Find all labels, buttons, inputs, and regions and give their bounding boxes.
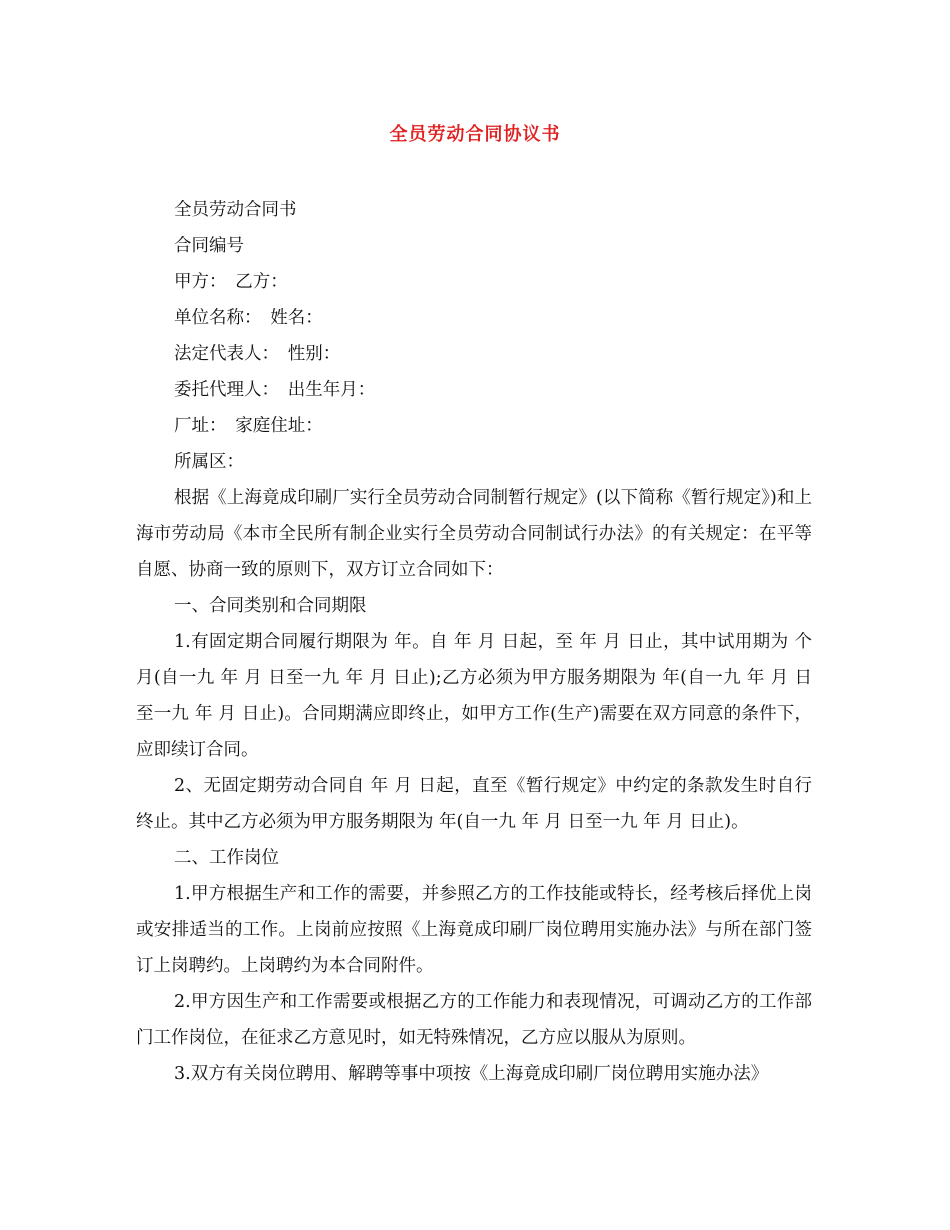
header-line-contract-number: 合同编号: [174, 236, 244, 256]
section-heading-job-position: 二、工作岗位: [174, 848, 279, 868]
header-line-parties: 甲方： 乙方：: [174, 272, 288, 292]
header-line-agent: 委托代理人： 出生年月：: [174, 380, 376, 400]
header-line-contract-book: 全员劳动合同书: [174, 200, 297, 220]
document-body: [136, 192, 812, 1092]
paragraph-open-term: 2、无固定期劳动合同自 年 月 日起，直至《暂行规定》中约定的条款发生时自行终止。其中乙方必须为甲方服务期限为 年(自一九 年 月 日至一九 年 月 日止)。: [136, 776, 812, 832]
header-line-legal-representative: 法定代表人： 性别：: [174, 344, 341, 364]
paragraph-preamble: 根据《上海竟成印刷厂实行全员劳动合同制暂行规定》(以下简称《暂行规定》)和上海市劳动局《本市全民所有制企业实行全员劳动合同制试行办法》的有关规定：在平等自愿、协商一致的原则下，双方订立合同如下：: [136, 488, 812, 580]
document-title: 全员劳动合同协议书: [389, 124, 561, 145]
header-line-district: 所属区：: [174, 452, 244, 472]
section-heading-contract-type: 一、合同类别和合同期限: [174, 596, 367, 616]
paragraph-position-hiring: 3.双方有关岗位聘用、解聘等事中项按《上海竟成印刷厂岗位聘用实施办法》: [174, 1064, 769, 1084]
paragraph-position-transfer: 2.甲方因生产和工作需要或根据乙方的工作能力和表现情况，可调动乙方的工作部门工作岗位，在征求乙方意见时，如无特殊情况，乙方应以服从为原则。: [136, 992, 812, 1048]
header-line-unit-name: 单位名称： 姓名：: [174, 308, 323, 328]
paragraph-fixed-term: 1.有固定期合同履行期限为 年。自 年 月 日起，至 年 月 日止，其中试用期为 个月(自一九 年 月 日至一九 年 月 日止);乙方必须为甲方服务期限为 年(自一九 年 月 日至一九 年 月 日止)。合同期满应即终止，如甲方工作(生产)需要在双方同意的条件下，应即续订合同。: [136, 632, 812, 760]
paragraph-position-assignment: 1.甲方根据生产和工作的需要，并参照乙方的工作技能或特长，经考核后择优上岗或安排适当的工作。上岗前应按照《上海竟成印刷厂岗位聘用实施办法》与所在部门签订上岗聘约。上岗聘约为本合同附件。: [136, 884, 812, 976]
header-line-address: 厂址： 家庭住址：: [174, 416, 323, 436]
